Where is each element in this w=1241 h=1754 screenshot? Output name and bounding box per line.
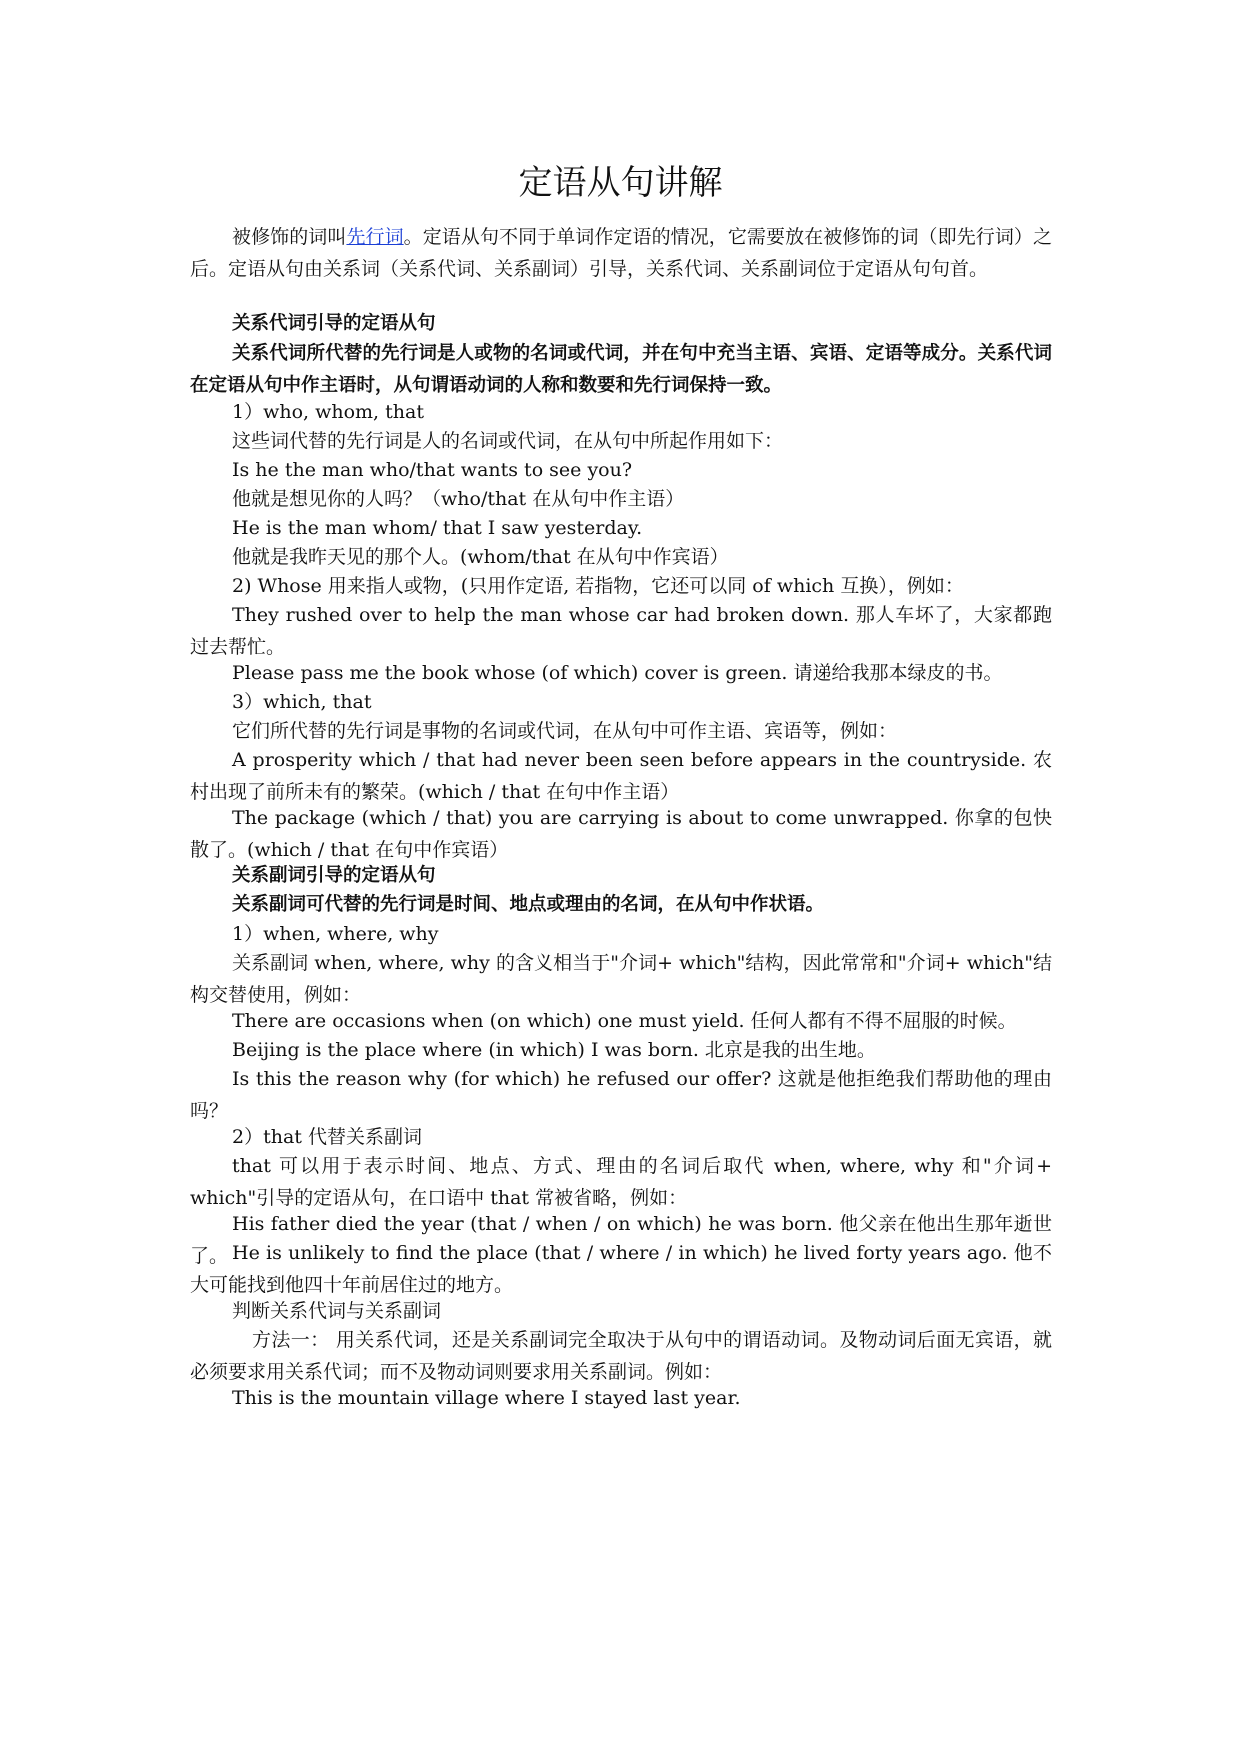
list-item-heading: 1）who, whom, that: [232, 401, 424, 423]
text-paragraph: that 可以用于表示时间、地点、方式、理由的名词后取代 when, where, why 和"介词+ which"引导的定语从句，在口语中 that 常被省略，例如：: [190, 1155, 1052, 1210]
section-heading-relative-adverb: 关系副词引导的定语从句: [232, 865, 436, 886]
method-paragraph: 方法一： 用关系代词，还是关系副词完全取决于从句中的谓语动词。及物动词后面无宾语，就必须要求用关系代词；而不及物动词则要求用关系副词。例如：: [190, 1329, 1052, 1384]
bold-rule-paragraph: 关系代词所代替的先行词是人或物的名词或代词，并在句中充当主语、宾语、定语等成分。关系代词在定语从句中作主语时，从句谓语动词的人称和数要和先行词保持一致。: [190, 343, 1052, 397]
page-title: 定语从句讲解: [518, 163, 723, 203]
bold-rule-paragraph: 关系副词可代替的先行词是时间、地点或理由的名词，在从句中作状语。: [232, 894, 825, 915]
intro-text-start: 被修饰的词叫: [232, 226, 347, 248]
antecedent-link[interactable]: 先行词: [346, 226, 404, 248]
list-item-heading: 1）when, where, why: [232, 923, 439, 945]
section-heading-relative-pronoun: 关系代词引导的定语从句: [232, 313, 436, 334]
example-sentence: Is he the man who/that wants to see you?: [232, 459, 633, 481]
list-item-heading: 2) Whose 用来指人或物，(只用作定语, 若指物，它还可以同 of which 互换），例如：: [232, 575, 964, 597]
example-sentence: The package (which / that) you are carrying is about to come unwrapped. 你拿的包快散了。(which / that 在句中作宾语）: [190, 807, 1052, 862]
intro-paragraph: [190, 221, 1052, 286]
example-sentence: They rushed over to help the man whose car had broken down. 那人车坏了，大家都跑过去帮忙。: [190, 604, 1052, 659]
example-sentence: There are occasions when (on which) one must yield. 任何人都有不得不屈服的时候。: [232, 1010, 1017, 1032]
example-sentence: He is unlikely to find the place (that / where / in which) he lived forty years ago. 他不大可能找到他四十年前居住过的地方。: [190, 1242, 1052, 1297]
example-sentence: His father died the year (that / when / on which) he was born. 他父亲在他出生那年逝世了。: [190, 1213, 1052, 1268]
example-sentence: This is the mountain village where I stayed last year.: [232, 1387, 741, 1409]
example-sentence: Is this the reason why (for which) he refused our offer? 这就是他拒绝我们帮助他的理由吗？: [190, 1068, 1052, 1123]
example-sentence: Please pass me the book whose (of which) cover is green. 请递给我那本绿皮的书。: [232, 662, 1003, 684]
example-sentence: A prosperity which / that had never been seen before appears in the countryside. 农村出现了前所未有的繁荣。(which / that 在句中作主语）: [190, 749, 1052, 804]
example-translation: 他就是想见你的人吗？（who/that 在从句中作主语）: [232, 488, 685, 510]
text-paragraph: 关系副词 when, where, why 的含义相当于"介词+ which"结构，因此常常和"介词+ which"结构交替使用，例如：: [190, 952, 1052, 1007]
example-sentence: Beijing is the place where (in which) I was born. 北京是我的出生地。: [232, 1039, 876, 1061]
list-item-heading: 2）that 代替关系副词: [232, 1126, 422, 1148]
intro-text-end: 。定语从句不同于单词作定语的情况，它需要放在被修饰的词（即先行词）之后。定语从句由关系词（关系代词、关系副词）引导，关系代词、关系副词位于定语从句句首。: [190, 226, 1052, 281]
example-translation: 他就是我昨天见的那个人。(whom/that 在从句中作宾语）: [232, 546, 729, 568]
text-paragraph: 它们所代替的先行词是事物的名词或代词，在从句中可作主语、宾语等，例如：: [232, 720, 898, 742]
example-sentence: He is the man whom/ that I saw yesterday.: [232, 517, 643, 539]
text-paragraph: 这些词代替的先行词是人的名词或代词，在从句中所起作用如下：: [232, 430, 784, 452]
section-heading-judgement: 判断关系代词与关系副词: [232, 1300, 442, 1322]
list-item-heading: 3）which, that: [232, 691, 372, 713]
